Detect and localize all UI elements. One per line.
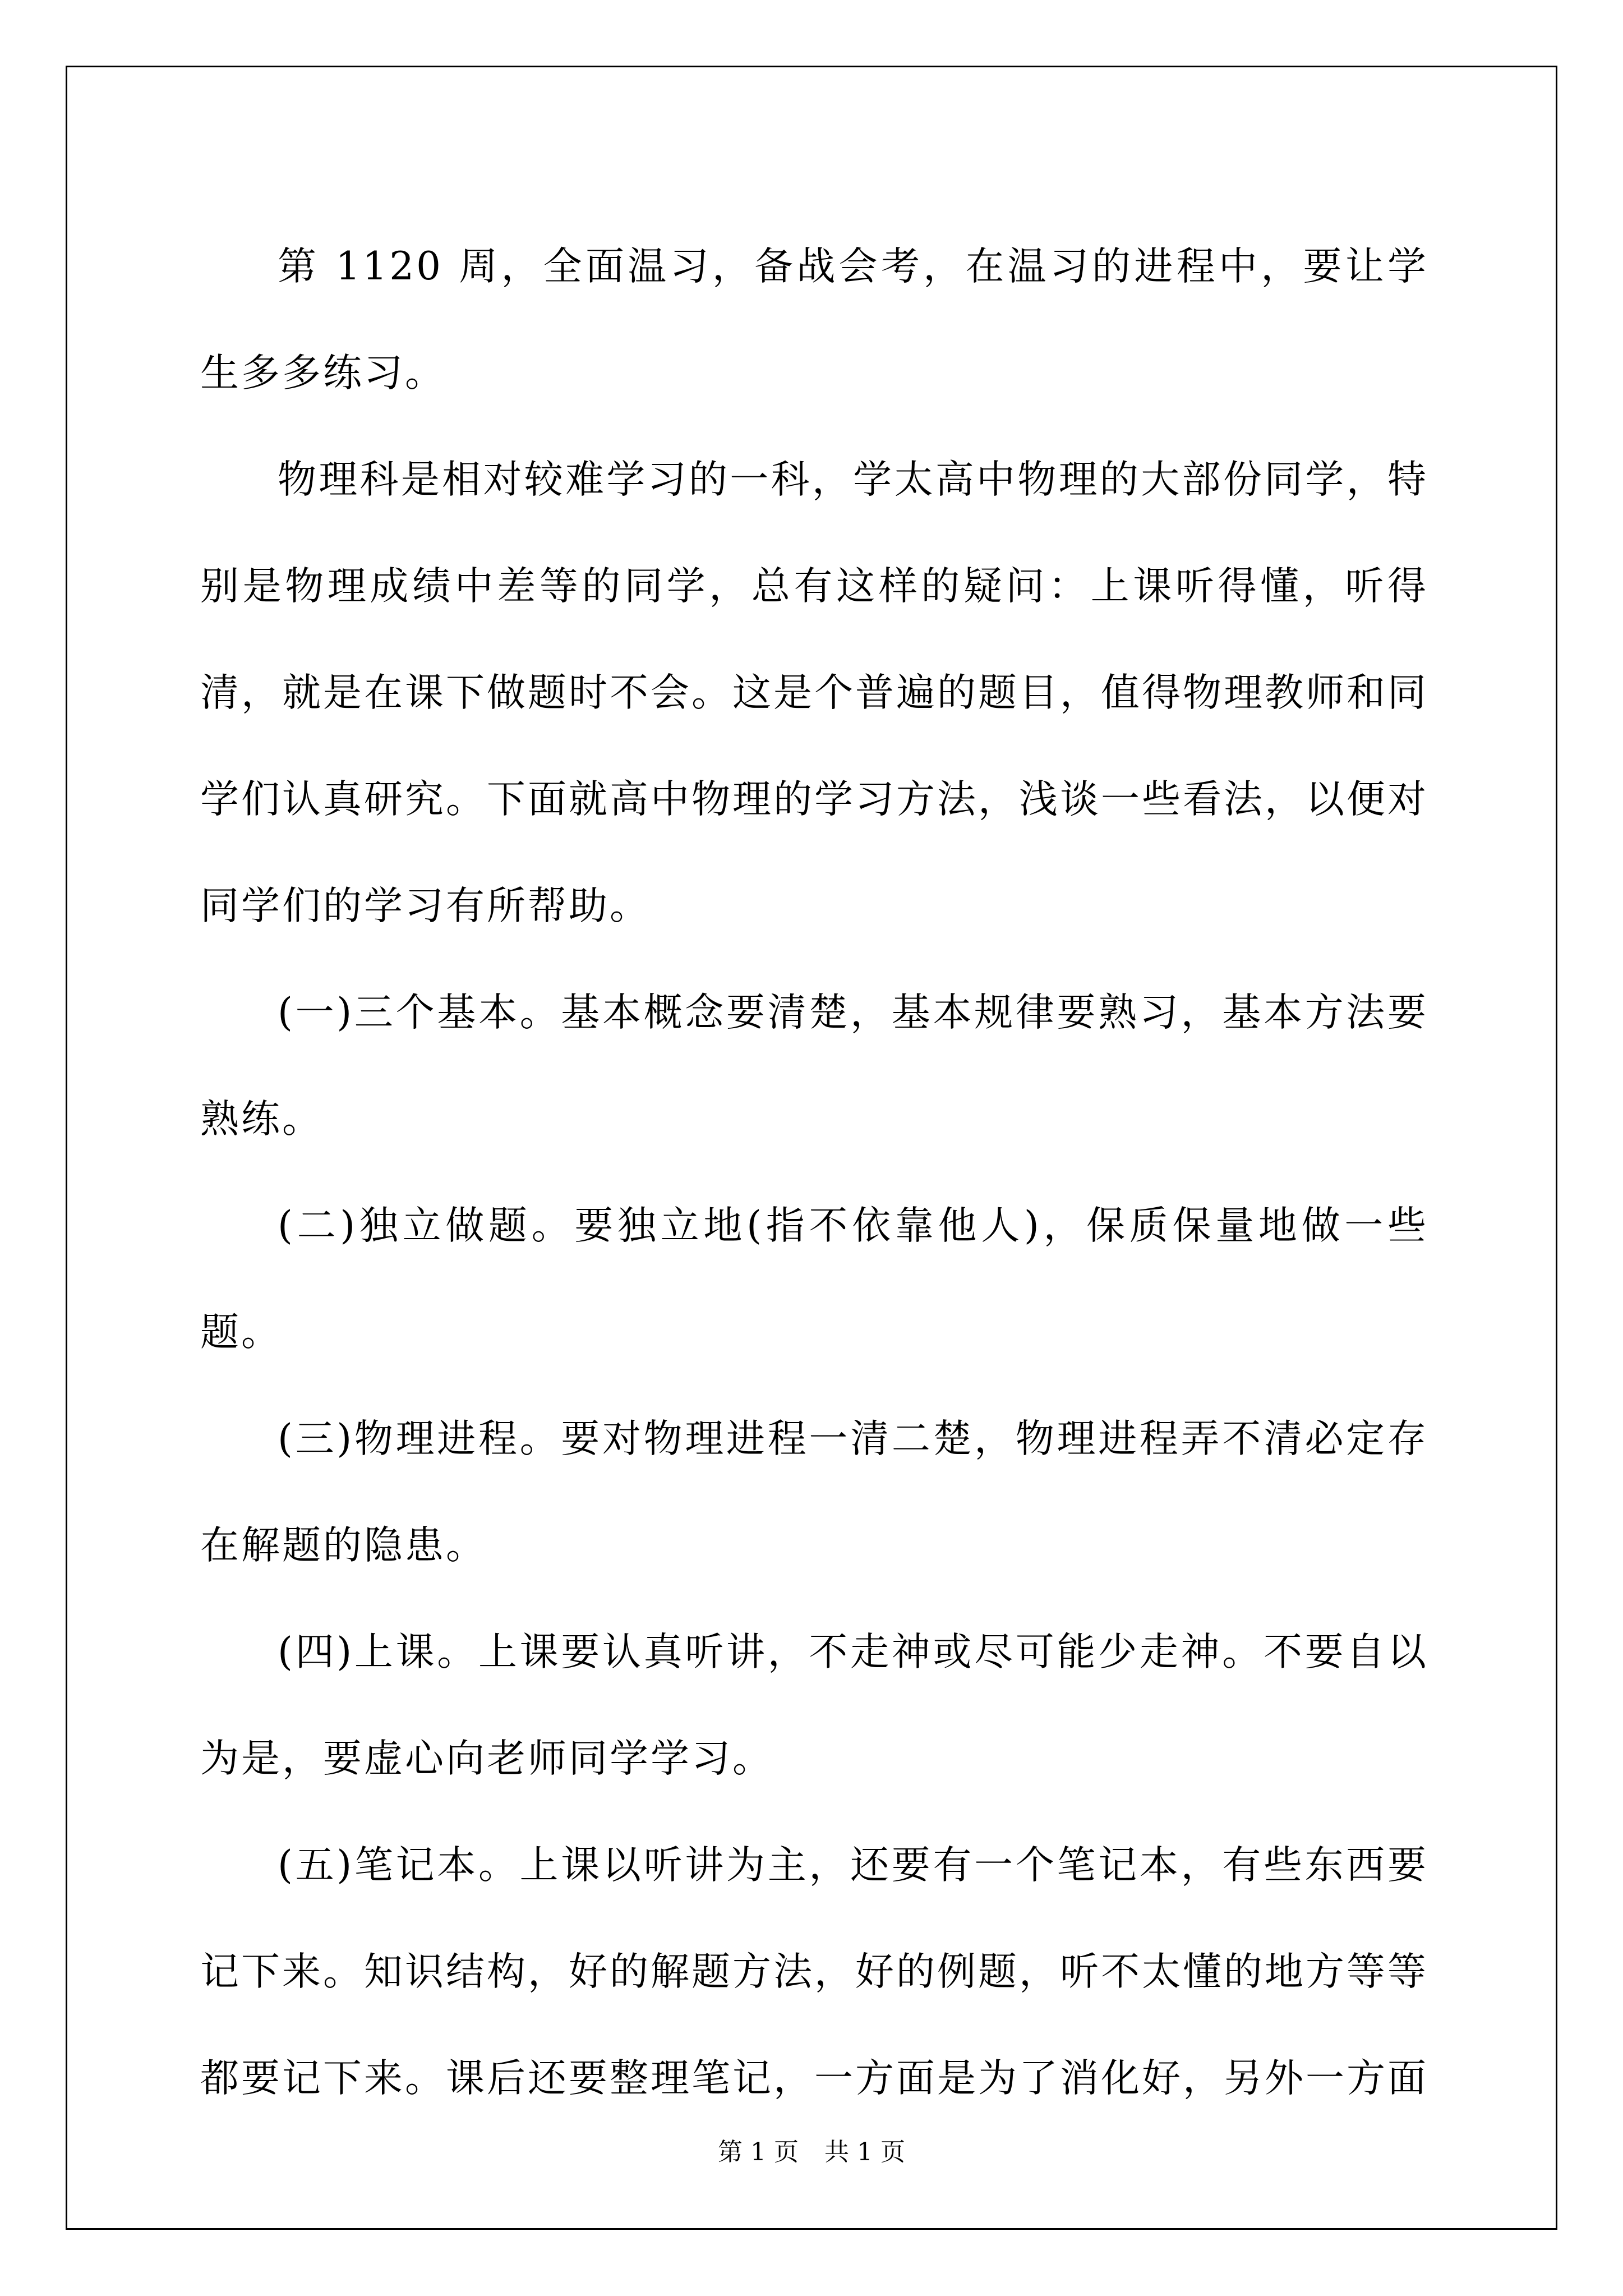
paragraph-1: 第 1120 周，全面温习，备战会考，在温习的进程中，要让学生多多练习。 xyxy=(200,244,1428,395)
paragraph-2: 物理科是相对较难学习的一科，学太高中物理的大部份同学，特别是物理成绩中差等的同学，总有这样的疑问：上课听得懂，听得清，就是在课下做题时不会。这是个普遍的题目，值得物理教师和同学们认真研究。下面就高中物理的学习方法，浅谈一些看法，以便对同学们的学习有所帮助。 xyxy=(200,457,1428,928)
page-number-current: 第 1 页 xyxy=(718,2138,799,2166)
page-footer xyxy=(0,2132,1623,2168)
document-body xyxy=(200,213,1428,2132)
page-number-total: 共 1 页 xyxy=(824,2138,905,2166)
paragraph-6: (四)上课。上课要认真听讲，不走神或尽可能少走神。不要自以为是，要虚心向老师同学学习。 xyxy=(200,1630,1428,1781)
paragraph-3: (一)三个基本。基本概念要清楚，基本规律要熟习，基本方法要熟练。 xyxy=(200,990,1428,1142)
paragraph-7: (五)笔记本。上课以听讲为主，还要有一个笔记本，有些东西要记下来。知识结构，好的解题方法，好的例题，听不太懂的地方等等都要记下来。课后还要整理笔记，一方面是为了消化好，另外一方面 xyxy=(200,1843,1428,2101)
paragraph-5: (三)物理进程。要对物理进程一清二楚，物理进程弄不清必定存在解题的隐患。 xyxy=(200,1416,1428,1568)
paragraph-4: (二)独立做题。要独立地(指不依靠他人)，保质保量地做一些题。 xyxy=(200,1203,1428,1355)
